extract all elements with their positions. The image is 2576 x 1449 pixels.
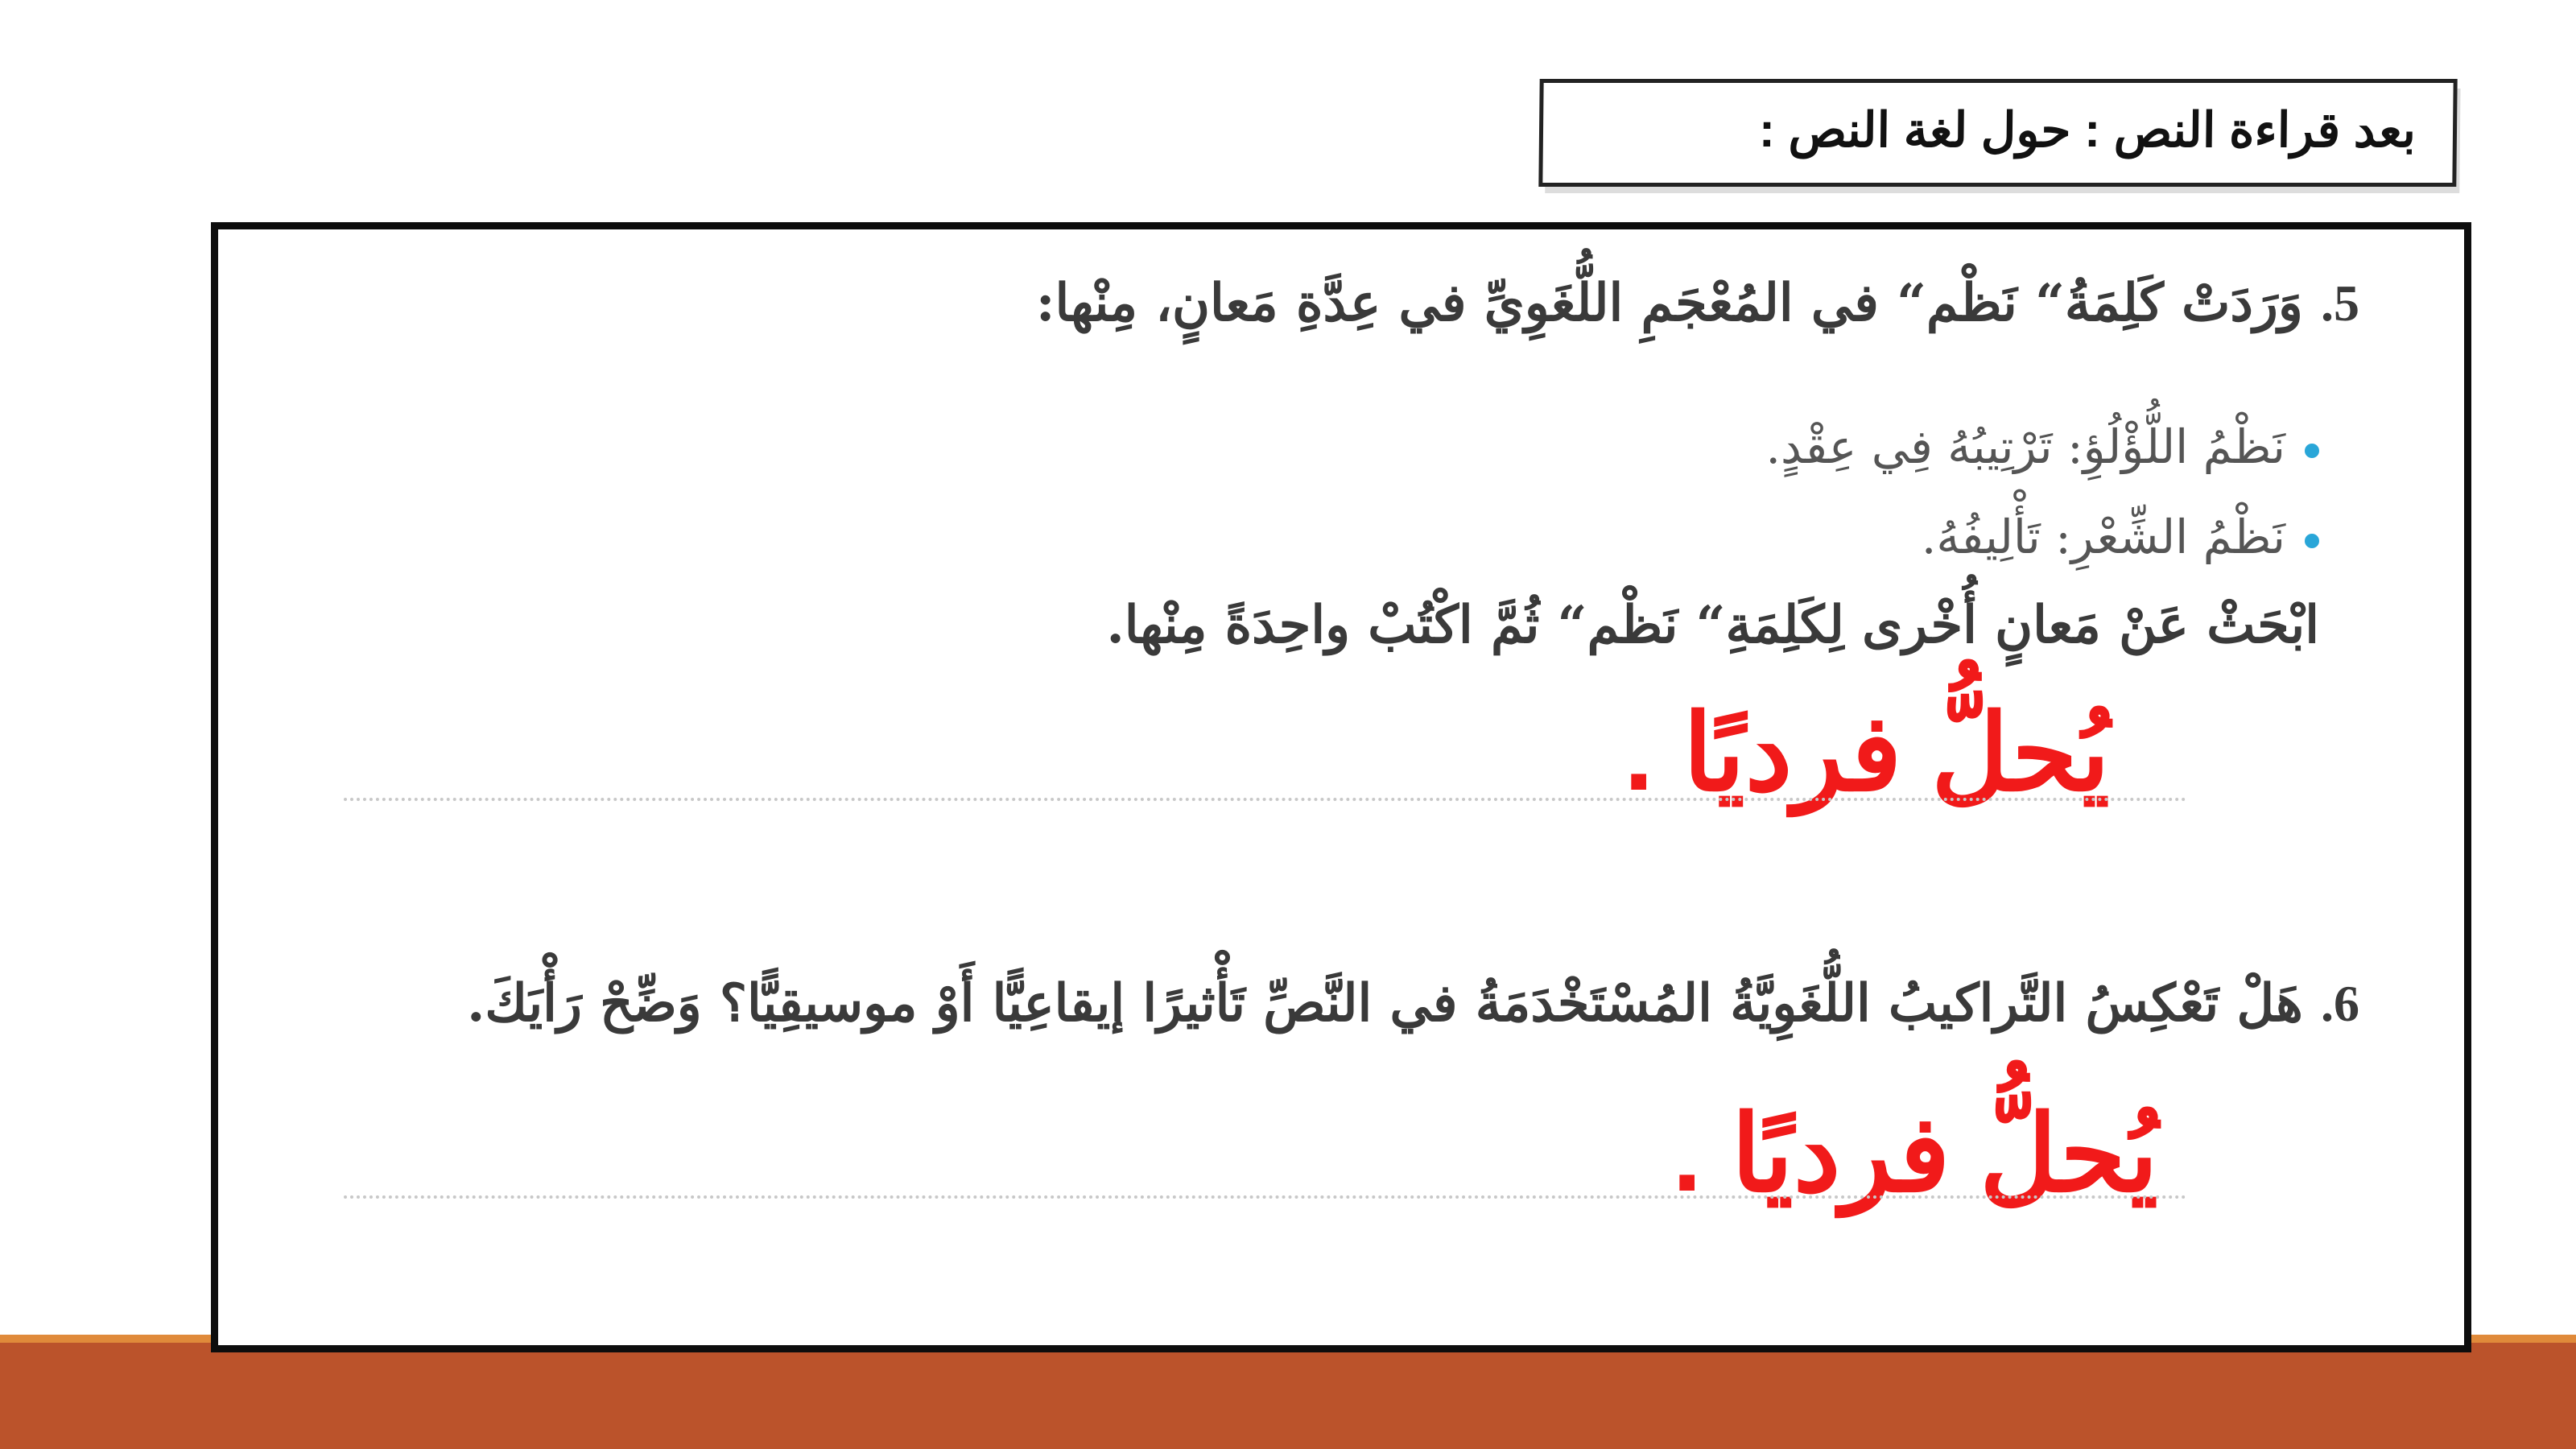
bullet-icon — [2305, 534, 2319, 548]
list-item — [1766, 419, 2319, 474]
question-6-line — [467, 973, 2359, 1034]
answer-line-6 — [344, 1195, 2187, 1199]
question-5-answer: يُحلُّ فرديًا . — [1624, 694, 2110, 812]
list-item — [1922, 510, 2319, 564]
bullet-text: نَظْمُ الشِّعْرِ: تَأْلِيفُهُ. — [1921, 510, 2285, 564]
bullet-text: نَظْمُ اللُّؤْلُؤِ: تَرْتِيبُهُ فِي عِقْدٍ. — [1765, 419, 2285, 474]
question-5-instruction: ابْحَثْ عَنْ مَعانٍ أُخْرى لِكَلِمَةِ“ نَظْم“ ثُمَّ اكْتُبْ واحِدَةً مِنْها. — [1106, 595, 2319, 655]
section-header-box — [1538, 79, 2457, 187]
bullet-icon — [2305, 444, 2319, 458]
question-5-number: 5. — [2321, 275, 2359, 332]
exercise-frame — [211, 222, 2471, 1352]
question-6-answer: يُحلُّ فرديًا . — [1672, 1095, 2158, 1213]
answer-line-5 — [344, 798, 2187, 801]
question-6-number: 6. — [2321, 975, 2359, 1032]
question-5-text: وَرَدَتْ كَلِمَةُ“ نَظْم“ في المُعْجَمِ اللُّغَوِيِّ في عِدَّةِ مَعانٍ، مِنْها: — [1035, 273, 2303, 333]
section-header-title: بعد قراءة النص : حول لغة النص : — [1758, 103, 2417, 157]
question-6-text: هَلْ تَعْكِسُ التَّراكيبُ اللُّغَوِيَّةُ المُسْتَخْدَمَةُ في النَّصِّ تَأْثيرًا إيقاعِيًّا أَوْ موسيقِيًّا؟ وَضِّحْ رَأْيَكَ. — [467, 973, 2303, 1034]
bottom-band — [0, 1343, 2576, 1449]
question-5-line — [1036, 273, 2359, 333]
